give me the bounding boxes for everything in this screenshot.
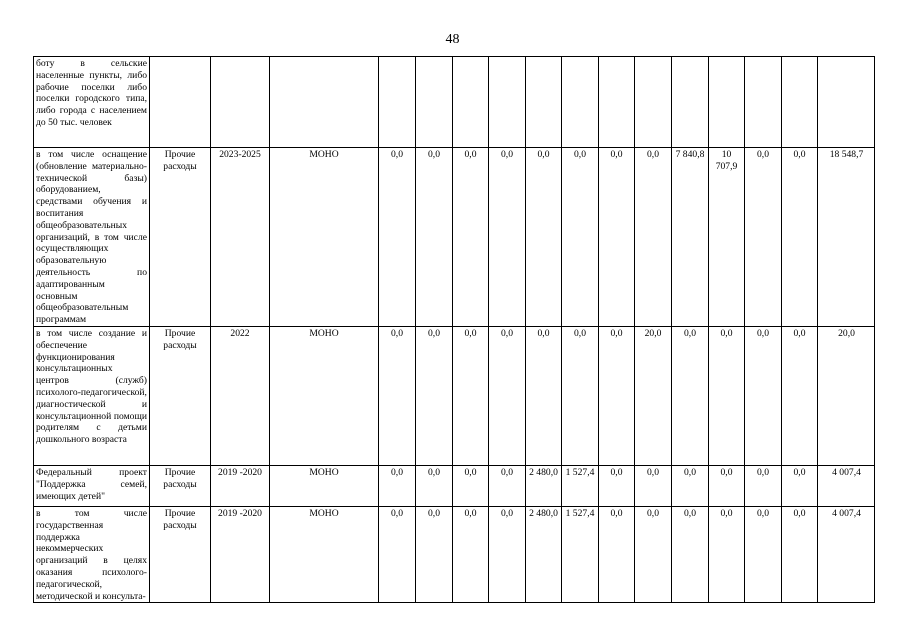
executor: МОНО	[270, 465, 379, 506]
year-value: 0,0	[709, 465, 745, 506]
year-value: 0,0	[782, 326, 818, 465]
year-value: 0,0	[635, 506, 672, 602]
row-total: 20,0	[818, 326, 875, 465]
year-value: 0,0	[379, 465, 416, 506]
year-value: 0,0	[379, 506, 416, 602]
year-value: 0,0	[489, 148, 526, 327]
year-value: 7 840,8	[672, 148, 709, 327]
row-description: боту в сельские населенные пункты, либо рабочие поселки либо поселки городского типа, либо города с населением до 50 тыс. человек	[34, 57, 150, 148]
year-value	[782, 57, 818, 148]
row-total	[818, 57, 875, 148]
funding-source: Прочие расходы	[150, 326, 211, 465]
year-value: 0,0	[526, 326, 562, 465]
year-value	[416, 57, 453, 148]
year-value: 0,0	[672, 326, 709, 465]
year-value	[453, 57, 489, 148]
table-row	[34, 148, 875, 327]
executor: МОНО	[270, 148, 379, 327]
period: 2019 -2020	[211, 465, 270, 506]
year-value: 0,0	[745, 326, 782, 465]
year-value: 1 527,4	[562, 465, 599, 506]
year-value: 0,0	[416, 326, 453, 465]
year-value: 0,0	[782, 148, 818, 327]
year-value	[599, 57, 635, 148]
year-value	[562, 57, 599, 148]
year-value: 0,0	[489, 326, 526, 465]
year-value: 0,0	[453, 506, 489, 602]
budget-table	[33, 56, 875, 603]
funding-source: Прочие расходы	[150, 148, 211, 327]
year-value: 0,0	[526, 148, 562, 327]
year-value: 0,0	[416, 465, 453, 506]
table-row	[34, 465, 875, 506]
row-description: в том числе создание и обеспечение функционирования консультационных центров (служб) психолого-педагогической, диагностической и консультационной помощи родителям с детьми дошкольного возраста	[34, 326, 150, 465]
year-value: 0,0	[599, 465, 635, 506]
year-value	[709, 57, 745, 148]
year-value: 0,0	[745, 148, 782, 327]
year-value: 20,0	[635, 326, 672, 465]
period	[211, 57, 270, 148]
row-total: 18 548,7	[818, 148, 875, 327]
year-value: 2 480,0	[526, 465, 562, 506]
year-value: 0,0	[745, 465, 782, 506]
year-value: 0,0	[453, 148, 489, 327]
year-value: 0,0	[599, 326, 635, 465]
row-description: Федеральный проект "Поддержка семей, имеющих детей"	[34, 465, 150, 506]
executor	[270, 57, 379, 148]
table-row	[34, 57, 875, 148]
year-value: 0,0	[562, 148, 599, 327]
year-value: 0,0	[672, 465, 709, 506]
year-value: 1 527,4	[562, 506, 599, 602]
year-value: 0,0	[672, 506, 709, 602]
year-value	[672, 57, 709, 148]
row-description: в том числе оснащение (обновление материально-технической базы) оборудованием, средствами обучения и воспитания общеобразовательных организаций, в том числе осуществляющих образовательную деятельность по адаптированным основным общеобразовательным программам	[34, 148, 150, 327]
year-value	[379, 57, 416, 148]
year-value: 0,0	[709, 506, 745, 602]
year-value: 0,0	[782, 506, 818, 602]
page-number: 48	[445, 32, 460, 47]
table-row	[34, 326, 875, 465]
funding-source: Прочие расходы	[150, 506, 211, 602]
year-value: 0,0	[379, 326, 416, 465]
year-value: 0,0	[709, 326, 745, 465]
year-value: 0,0	[599, 506, 635, 602]
year-value: 0,0	[416, 506, 453, 602]
year-value: 0,0	[379, 148, 416, 327]
year-value: 10 707,9	[709, 148, 745, 327]
year-value: 0,0	[782, 465, 818, 506]
executor: МОНО	[270, 506, 379, 602]
period: 2023-2025	[211, 148, 270, 327]
year-value	[489, 57, 526, 148]
row-total: 4 007,4	[818, 506, 875, 602]
period: 2022	[211, 326, 270, 465]
year-value: 0,0	[453, 465, 489, 506]
year-value: 0,0	[416, 148, 453, 327]
year-value: 0,0	[745, 506, 782, 602]
year-value	[526, 57, 562, 148]
year-value: 0,0	[489, 506, 526, 602]
funding-source: Прочие расходы	[150, 465, 211, 506]
table-row	[34, 506, 875, 602]
executor: МОНО	[270, 326, 379, 465]
year-value: 0,0	[562, 326, 599, 465]
year-value: 0,0	[453, 326, 489, 465]
year-value	[745, 57, 782, 148]
row-description: в том числе государственная поддержка некоммерческих организаций в целях оказания психолого-педагогической, методической и консульта-	[34, 506, 150, 602]
year-value	[635, 57, 672, 148]
year-value: 0,0	[489, 465, 526, 506]
year-value: 2 480,0	[526, 506, 562, 602]
funding-source	[150, 57, 211, 148]
row-total: 4 007,4	[818, 465, 875, 506]
year-value: 0,0	[599, 148, 635, 327]
period: 2019 -2020	[211, 506, 270, 602]
year-value: 0,0	[635, 148, 672, 327]
year-value: 0,0	[635, 465, 672, 506]
